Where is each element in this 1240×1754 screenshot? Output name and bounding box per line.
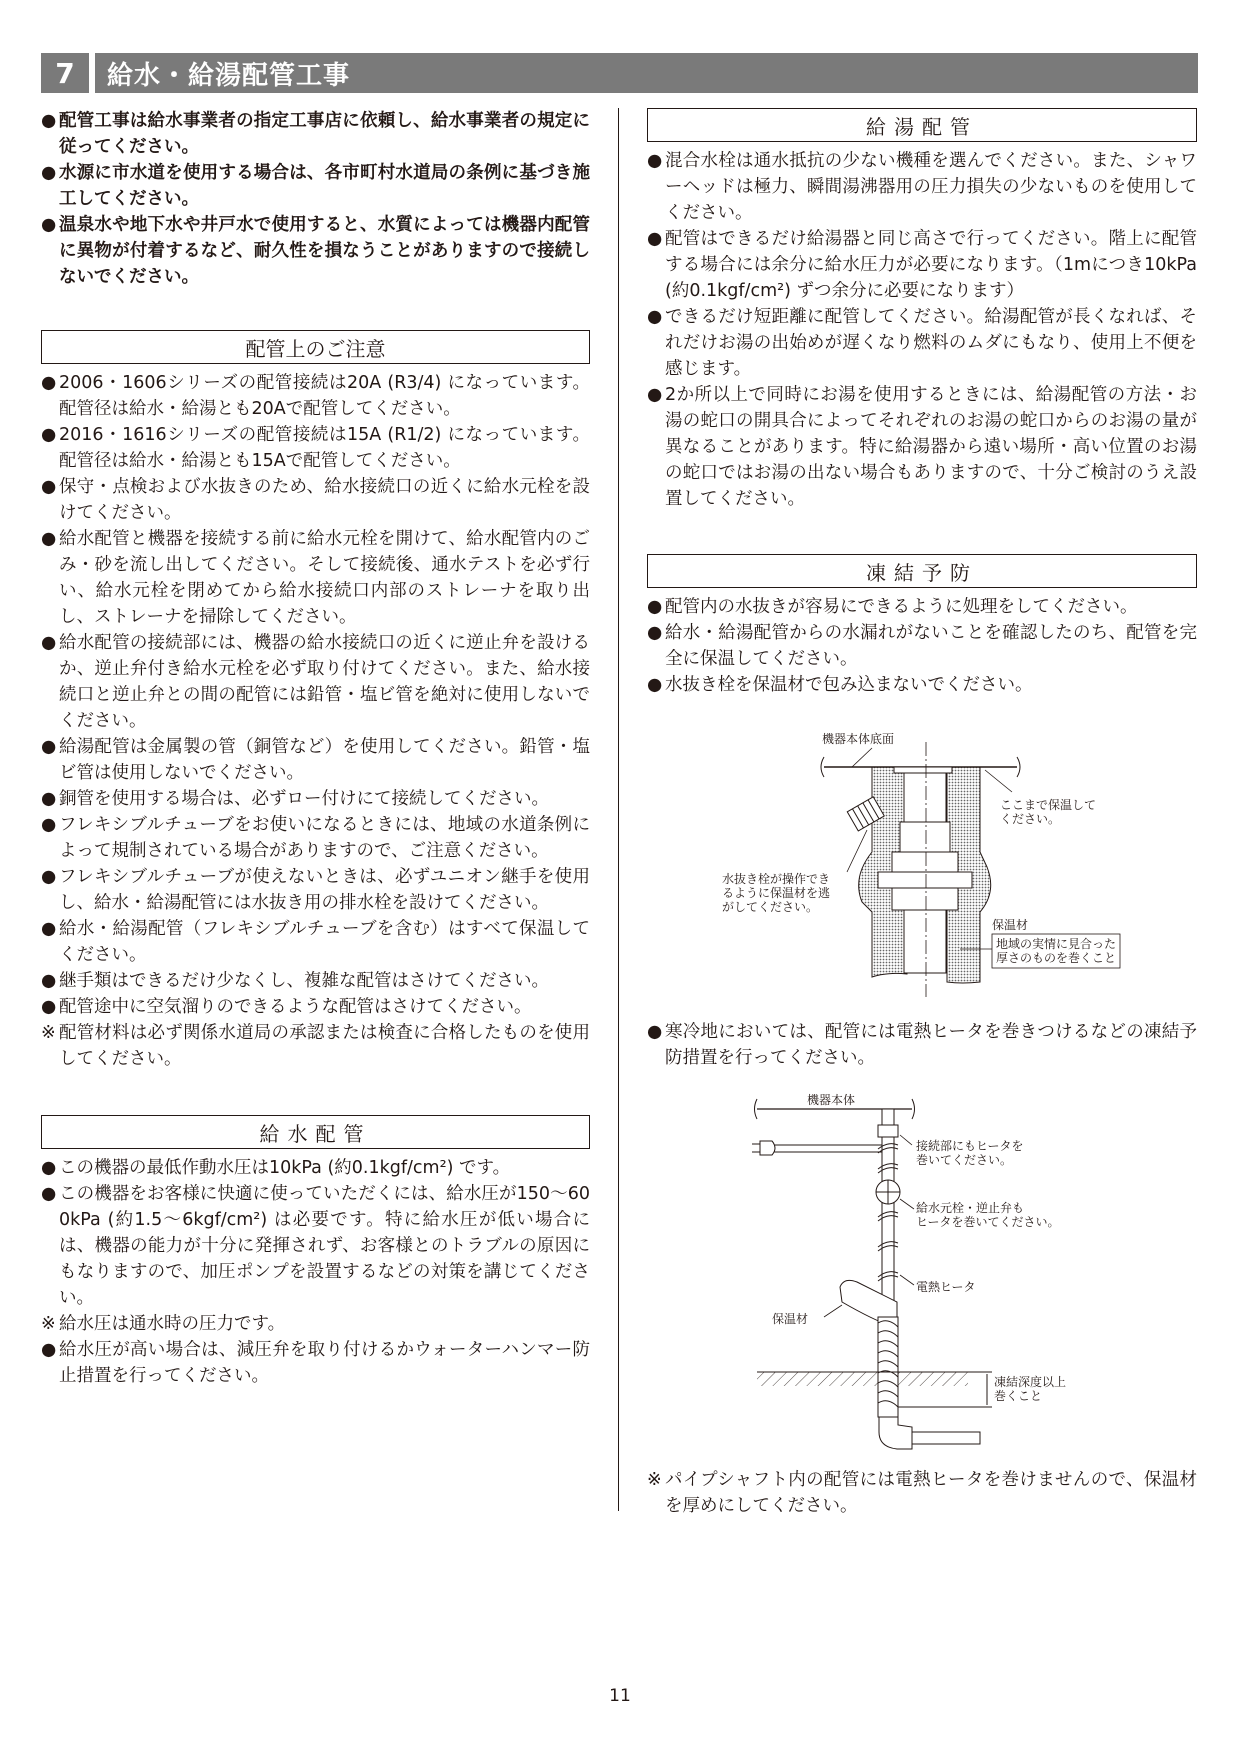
bullet-marker: ● — [41, 1340, 57, 1360]
note-marker: ※ — [41, 1023, 56, 1043]
ground-hatch-left — [757, 1372, 878, 1386]
bullet-marker: ● — [647, 675, 663, 695]
list-item — [41, 812, 590, 864]
list-item-text: 給水配管と機器を接続する前に給水元栓を開けて、給水配管内のごみ・砂を流し出してください。そして接続後、通水テストを必ず行い、給水元栓を閉めてから給水接続口内部のストレーナを取り出し、ストレーナを掃除してください。 — [59, 529, 590, 627]
piping-notes-list — [41, 370, 590, 1072]
cold-region-list — [647, 1019, 1197, 1071]
bullet-marker: ● — [41, 815, 57, 835]
list-item-text: フレキシブルチューブが使えないときは、必ずユニオン継手を使用し、給水・給湯配管には水抜き用の排水栓を設けてください。 — [59, 867, 590, 913]
label-insulation-note-line1: 地域の実情に見合った — [996, 937, 1117, 951]
freeze-prevention-list — [647, 594, 1197, 698]
pipe-horizontal — [912, 1432, 980, 1444]
bullet-marker: ● — [41, 997, 57, 1017]
intro-list — [41, 108, 590, 290]
list-item-text: 配管材料は必ず関係水道局の承認または検査に合格したものを使用してください。 — [59, 1023, 590, 1069]
bullet-marker: ● — [41, 477, 57, 497]
list-item — [41, 968, 590, 994]
list-item-text: 水源に市水道を使用する場合は、各市町村水道局の条例に基づき施工してください。 — [59, 163, 590, 209]
list-item — [41, 1020, 590, 1072]
footnote-item — [647, 1467, 1197, 1519]
list-item-text: 継手類はできるだけ少なくし、複雑な配管はさけてください。 — [59, 971, 549, 991]
label-drain-plug — [722, 872, 830, 914]
bullet-marker: ● — [41, 1184, 57, 1204]
label-freeze-depth-line1: 凍結深度以上 — [994, 1375, 1067, 1389]
bullet-marker: ● — [41, 737, 57, 757]
label-insulation-note — [996, 937, 1116, 965]
label-insulate-here-line1: ここまで保温して — [1000, 798, 1097, 812]
label-drain-plug-line3: がしてください。 — [722, 900, 819, 914]
label-freeze-depth — [994, 1375, 1066, 1403]
label-freeze-depth-line2: 巻くこと — [994, 1389, 1043, 1403]
section-title-bar — [41, 53, 1198, 93]
bullet-marker: ● — [41, 919, 57, 939]
list-item — [41, 734, 590, 786]
bullet-marker: ● — [41, 789, 57, 809]
list-item-text: フレキシブルチューブをお使いになるときには、地域の水道条例によって規制されている場合がありますので、ご注意ください。 — [59, 815, 590, 861]
list-item-text: 銅管を使用する場合は、必ずロー付けにて接続してください。 — [59, 789, 549, 809]
list-item — [41, 864, 590, 916]
list-item-text: 水抜き栓を保温材で包み込まないでください。 — [665, 675, 1033, 695]
hot-water-list — [647, 148, 1197, 512]
list-item — [41, 994, 590, 1020]
label-valve-line2: ヒータを巻いてください。 — [916, 1215, 1060, 1229]
column-divider — [618, 108, 619, 1511]
spiral-insulation — [878, 1317, 898, 1417]
label-device-bottom: 機器本体底面 — [822, 732, 895, 746]
heading-hot-water-text: 給湯配管 — [866, 114, 978, 139]
heading-water-supply-text: 給水配管 — [259, 1121, 372, 1146]
ground-hatch-right — [898, 1372, 968, 1386]
footnote-list — [647, 1467, 1197, 1519]
list-item — [41, 630, 590, 734]
bullet-marker: ● — [647, 307, 663, 327]
bullet-marker: ● — [41, 971, 57, 991]
bullet-marker: ● — [647, 229, 663, 249]
list-item-text: 配管内の水抜きが容易にできるように処理をしてください。 — [665, 597, 1138, 617]
list-item — [41, 370, 590, 422]
bullet-marker: ● — [41, 867, 57, 887]
list-item — [41, 1337, 590, 1389]
list-item — [41, 108, 590, 160]
label-insulate-here-line2: ください。 — [1000, 812, 1061, 826]
label-drain-plug-line1: 水抜き栓が操作でき — [722, 872, 831, 886]
label-insulation-note-line2: 厚さのものを巻くこと — [996, 951, 1117, 965]
list-item — [41, 1181, 590, 1311]
list-item-text: 給水配管の接続部には、機器の給水接続口の近くに逆止弁を設けるか、逆止弁付き給水元栓を必ず取り付けてください。また、給水接続口と逆止弁との間の配管には鉛管・塩ビ管を絶対に使用しないでください。 — [59, 633, 590, 731]
note-marker: ※ — [41, 1314, 56, 1334]
list-item — [41, 212, 590, 290]
joint-nut — [878, 1125, 898, 1137]
list-item-text: 混合水栓は通水抵抗の少ない機種を選んでください。また、シャワーヘッドは極力、瞬間湯沸器用の圧力損失の少ないものを使用してください。 — [665, 151, 1197, 223]
label-heater: 電熱ヒータ — [916, 1280, 976, 1294]
list-item-text: できるだけ短距離に配管してください。給湯配管が長くなれば、それだけお湯の出始めが遅くなり燃料のムダにもなり、使用上不便を感じます。 — [665, 307, 1197, 379]
heading-freeze-prevention — [647, 554, 1197, 588]
list-item-text: 寒冷地においては、配管には電熱ヒータを巻きつけるなどの凍結予防措置を行ってください。 — [665, 1022, 1197, 1068]
label-joint-line1: 接続部にもヒータを — [916, 1139, 1024, 1153]
list-item-text: 温泉水や地下水や井戸水で使用すると、水質によっては機器内配管に異物が付着するなど、耐久性を損なうことがありますので接続しないでください。 — [59, 215, 590, 287]
left-column — [41, 108, 590, 1389]
bullet-marker: ● — [41, 1158, 57, 1178]
bullet-marker: ● — [41, 633, 57, 653]
list-item — [647, 304, 1197, 382]
list-item — [647, 382, 1197, 512]
pipe-elbow — [879, 1417, 912, 1449]
label-device-body: 機器本体 — [807, 1093, 856, 1107]
section-number: 7 — [41, 53, 89, 93]
note-marker: ※ — [647, 1470, 662, 1490]
footnote-text: パイプシャフト内の配管には電熱ヒータを巻けませんので、保温材を厚めにしてください。 — [665, 1470, 1197, 1516]
list-item — [41, 786, 590, 812]
list-item-text: 給水圧は通水時の圧力です。 — [59, 1314, 286, 1334]
bullet-marker: ● — [41, 163, 57, 183]
list-item — [41, 916, 590, 968]
label-insulation-2: 保温材 — [772, 1312, 809, 1326]
list-item-text: 給水・給湯配管からの水漏れがないことを確認したのち、配管を完全に保温してください。 — [665, 623, 1197, 669]
list-item-text: 給水圧が高い場合は、減圧弁を取り付けるかウォーターハンマー防止措置を行ってください。 — [59, 1340, 590, 1386]
list-item — [41, 1155, 590, 1181]
right-column — [647, 108, 1197, 1519]
bullet-marker: ● — [41, 425, 57, 445]
heading-piping-notes — [41, 330, 590, 364]
heading-hot-water — [647, 108, 1197, 142]
list-item-text: 給湯配管は金属製の管（銅管など）を使用してください。鉛管・塩ビ管は使用しないでください。 — [59, 737, 590, 783]
bullet-marker: ● — [41, 215, 57, 235]
list-item-text: 給水・給湯配管（フレキシブルチューブを含む）はすべて保温してください。 — [59, 919, 590, 965]
list-item-text: 配管工事は給水事業者の指定工事店に依頼し、給水事業者の規定に従ってください。 — [59, 111, 590, 157]
bullet-marker: ● — [41, 529, 57, 549]
bullet-marker: ● — [647, 597, 663, 617]
label-insulation: 保温材 — [992, 918, 1029, 932]
bullet-marker: ● — [647, 623, 663, 643]
label-drain-plug-line2: るように保温材を逃 — [722, 886, 831, 900]
list-item-text: この機器の最低作動水圧は10kPa (約0.1kgf/cm²) です。 — [59, 1158, 511, 1178]
label-valve-line1: 給水元栓・逆止弁も — [916, 1201, 1025, 1215]
label-insulate-here — [1000, 798, 1096, 826]
heading-water-supply — [41, 1115, 590, 1149]
list-item-text: 保守・点検および水抜きのため、給水接続口の近くに給水元栓を設けてください。 — [59, 477, 590, 523]
label-joint-line2: 巻いてください。 — [916, 1153, 1013, 1167]
list-item-text: 配管はできるだけ給湯器と同じ高さで行ってください。階上に配管する場合には余分に給水圧力が必要になります。（1mにつき10kPa (約0.1kgf/cm²) ずつ余分に必要になります） — [665, 229, 1197, 301]
pipe-top-fitting — [894, 767, 952, 773]
bullet-marker: ● — [647, 1022, 663, 1042]
list-item — [41, 526, 590, 630]
list-item — [41, 422, 590, 474]
heading-piping-notes-text: 配管上のご注意 — [245, 336, 386, 361]
bullet-marker: ● — [647, 385, 663, 405]
list-item-text: 2か所以上で同時にお湯を使用するときには、給湯配管の方法・お湯の蛇口の開具合によってそれぞれのお湯の蛇口からのお湯の量が異なることがあります。特に給湯器から遠い場所・高い位置のお湯の蛇口ではお湯の出ない場合もありますので、十分ご検討のうえ設置してください。 — [665, 385, 1197, 509]
list-item-text: 2016・1616シリーズの配管接続は15A (R1/2) になっています。配管径は給水・給湯とも15Aで配管してください。 — [59, 425, 590, 471]
water-supply-list — [41, 1155, 590, 1389]
list-item — [41, 474, 590, 526]
list-item — [647, 620, 1197, 672]
label-valve — [916, 1201, 1060, 1229]
list-item-text: 配管途中に空気溜りのできるような配管はさけてください。 — [59, 997, 532, 1017]
label-joint — [916, 1139, 1024, 1167]
list-item — [41, 160, 590, 212]
section-title: 給水・給湯配管工事 — [95, 53, 1198, 93]
pipe-flange — [878, 872, 972, 888]
list-item — [647, 226, 1197, 304]
list-item — [647, 594, 1197, 620]
list-item — [647, 1019, 1197, 1071]
list-item-text: この機器をお客様に快適に使っていただくには、給水圧が150～600kPa (約1.5～6kgf/cm²) は必要です。特に給水圧が低い場合には、機器の能力が十分に発揮されず、お客様とのトラブルの原因にもなりますので、加圧ポンプを設置するなどの対策を講じてください。 — [59, 1184, 590, 1308]
list-item — [647, 672, 1197, 698]
bullet-marker: ● — [647, 151, 663, 171]
figure-heater-diagram — [732, 1087, 1112, 1467]
power-plug — [760, 1141, 775, 1155]
page-number: 11 — [609, 1686, 631, 1706]
bullet-marker: ● — [41, 111, 57, 131]
figure-insulation-diagram — [702, 712, 1142, 997]
bullet-marker: ● — [41, 373, 57, 393]
list-item — [647, 148, 1197, 226]
list-item — [41, 1311, 590, 1337]
list-item-text: 2006・1606シリーズの配管接続は20A (R3/4) になっています。配管径は給水・給湯とも20Aで配管してください。 — [59, 373, 590, 419]
heading-freeze-prevention-text: 凍結予防 — [866, 560, 978, 585]
pipe-nut — [900, 822, 950, 852]
